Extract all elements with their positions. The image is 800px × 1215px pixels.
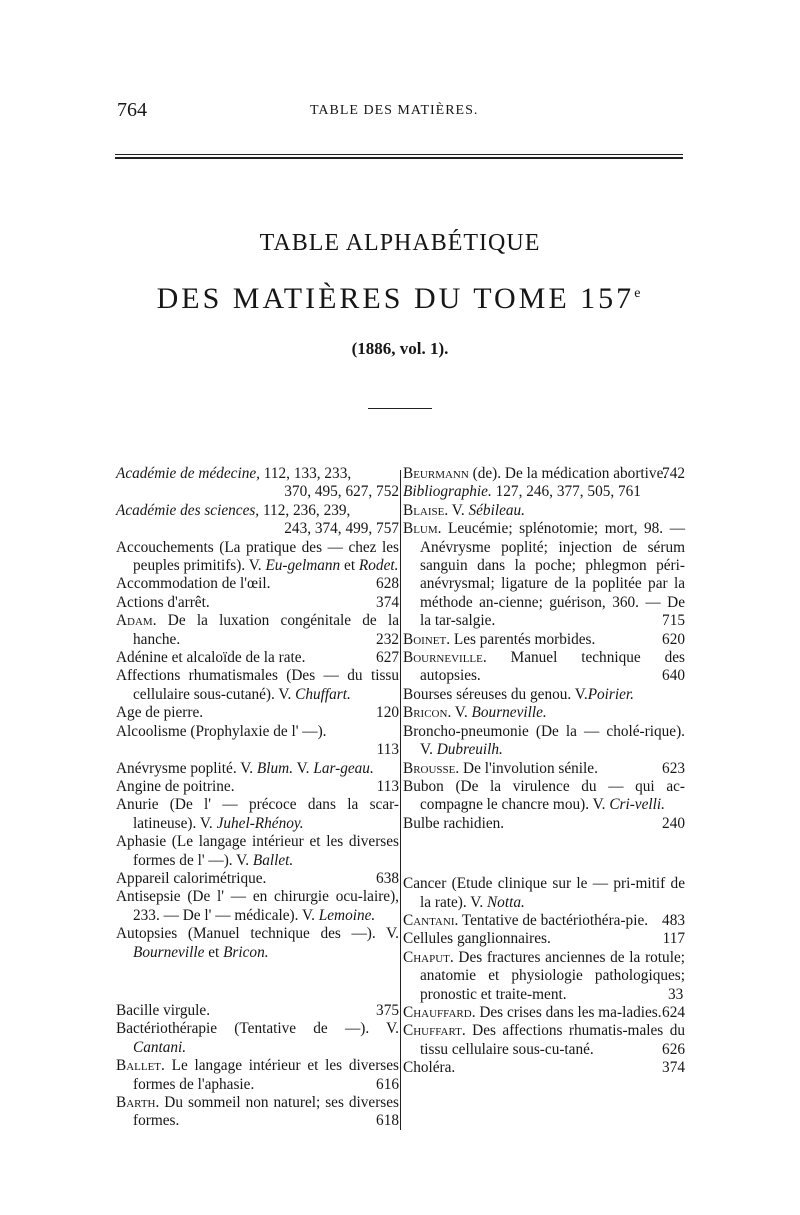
index-entry: Affections rhumatismales (Des — du tissu cellulaire sous-cutané). V. Chuffart. (116, 667, 399, 703)
header-rule-thin (115, 154, 683, 155)
index-entry: Bacille virgule. 375 (116, 1001, 399, 1019)
title-line-1: TABLE ALPHABÉTIQUE (259, 230, 541, 256)
page-header (0, 97, 800, 127)
index-entry: Barth. Du sommeil non naturel; ses diverses formes. 618 (116, 1094, 399, 1130)
index-entry: Bibliographie. 127, 246, 377, 505, 761 (403, 483, 641, 501)
index-entry: Antisepsie (De l' — en chirurgie ocu-laire), 233. — De l' — médicale). V. Lemoine. (116, 888, 399, 924)
index-entry: Boinet. Les parentés morbides. 620 (403, 630, 685, 648)
index-entry: Autopsies (Manuel technique des —). V. Bourneville et Bricon. (116, 925, 399, 961)
index-entry: Académie des sciences, 112, 236, 239, 243, 374, 499, 757 (116, 501, 399, 538)
index-entry: Chuffart. Des affections rhumatis-males du tissu cellulaire sous-cu-tané. 626 (403, 1022, 685, 1058)
header-rule-thick (115, 157, 683, 159)
title-line-2 (0, 282, 800, 316)
index-entry: Bubon (De la virulence du — qui ac-compagne le chancre mou). V. Cri-velli. (403, 777, 685, 814)
index-entry: Adénine et alcaloïde de la rate. 627 (116, 649, 399, 667)
index-entry: Aphasie (Le langage intérieur et les diverses formes de l' —). V. Ballet. (116, 833, 399, 869)
index-entry: Choléra. 374 (403, 1059, 685, 1077)
index-entry: Beurmann (de). De la médication abortive. 742 (403, 465, 685, 482)
index-entry: Cellules ganglionnaires. 117 (403, 930, 685, 948)
title-line-2-text: DES MATIÈRES DU TOME 157 (156, 282, 635, 315)
index-entry: Alcoolisme (Prophylaxie de l' —). 113 (116, 722, 399, 759)
section-gap (403, 833, 685, 875)
index-entry: Blaise. V. Sébileau. (403, 501, 525, 519)
index-column-right (403, 465, 685, 1078)
index-entry: Ballet. Le langage intérieur et les diverses formes de l'aphasie. 616 (116, 1057, 399, 1093)
title-superscript: e (634, 286, 644, 301)
index-entry: Cantani. Tentative de bactériothéra-pie. 483 (403, 911, 685, 929)
index-column-left (116, 465, 399, 1131)
index-entry: Blum. Leucémie; splénotomie; mort, 98. — Anévrysme poplité; injection de sérum sanguin dans la poche; phlegmon péri-anévrysmal; ligature de la poplitée par la méthode an-cienne; guérison, 360. — De la tar-salgie. 715 (403, 520, 685, 630)
index-entry: Accouchements (La pratique des — chez les peuples primitifs). V. Eu-gelmann et Rodet. (116, 538, 399, 575)
index-entry: Académie de médecine, 112, 133, 233, 370, 495, 627, 752 (116, 465, 399, 501)
index-entry: Bourneville. Manuel technique des autopsies. 640 (403, 649, 685, 685)
page-number: 764 (117, 99, 147, 121)
index-entry: Adam. De la luxation congénitale de la hanche. 232 (116, 612, 399, 648)
index-entry: Angine de poitrine. 113 (116, 777, 399, 795)
index-entry: Bricon. V. Bourneville. (403, 704, 547, 722)
index-entry: Chauffard. Des crises dans les ma-ladies. 624 (403, 1003, 685, 1021)
index-entry: Bulbe rachidien. 240 (403, 814, 685, 832)
index-entry: Actions d'arrêt. 374 (116, 593, 399, 611)
index-entry: Chaput. Des fractures anciennes de la rotule; anatomie et physiologie pathologiques; pronostic et traite-ment. 33 (403, 948, 685, 1003)
index-entry: Anurie (De l' — précoce dans la scar-latineuse). V. Juhel-Rhénoy. (116, 796, 399, 832)
index-entry: Brousse. De l'involution sénile. 623 (403, 759, 685, 777)
index-entry: Anévrysme poplité. V. Blum. V. Lar-geau. (116, 759, 374, 777)
index-entry: Broncho-pneumonie (De la — cholé-rique). V. Dubreuilh. (403, 722, 685, 759)
index-entry: Bourses séreuses du genou. V.Poirier. (403, 685, 635, 703)
section-gap (116, 962, 399, 1002)
column-divider (400, 470, 401, 1130)
index-entry: Age de pierre. 120 (116, 704, 399, 722)
index-entry: Bactériothérapie (Tentative de —). V. Cantani. (116, 1020, 399, 1056)
title-line-3: (1886, vol. 1). (351, 339, 449, 358)
index-entry: Accommodation de l'œil. 628 (116, 575, 399, 593)
running-title: TABLE DES MATIÈRES. (310, 103, 479, 118)
index-entry: Appareil calorimétrique. 638 (116, 869, 399, 887)
title-rule (368, 408, 432, 409)
index-entry: Cancer (Etude clinique sur le — pri-mitif de la rate). V. Notta. (403, 875, 685, 911)
